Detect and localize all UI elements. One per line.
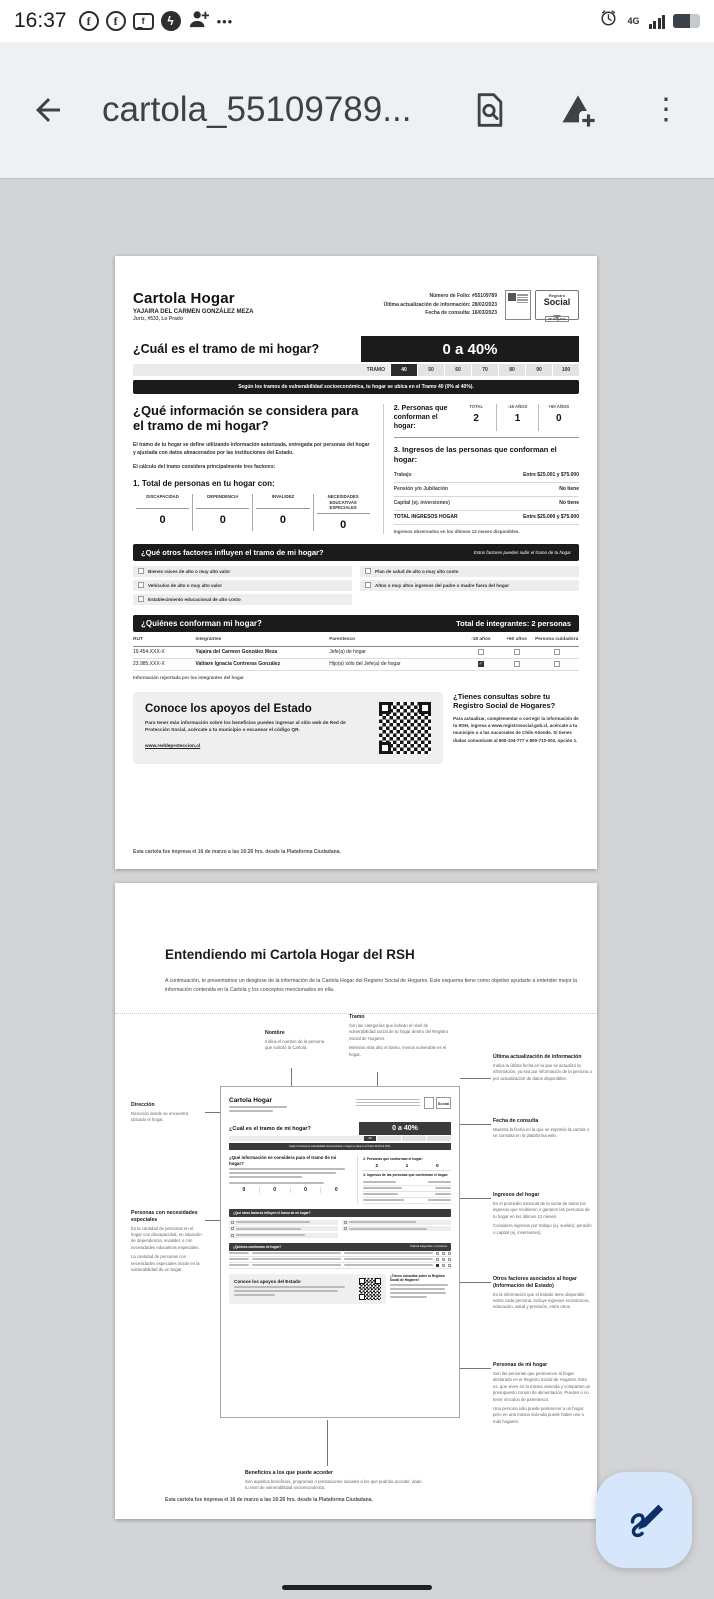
- messenger-lite-chat-icon: f: [133, 13, 154, 30]
- placeholder-bar: [349, 1228, 427, 1230]
- connector-line: [327, 1420, 328, 1466]
- state-supports-box: [133, 692, 443, 764]
- placeholder-bar: [349, 1221, 416, 1223]
- annotation-ingresos: [493, 1192, 593, 1239]
- annotation-title: Tramo: [349, 1014, 365, 1020]
- mini-questions-box: [390, 1274, 451, 1304]
- col-header: Persona cuidadora: [535, 636, 579, 642]
- signature-pen-icon: [621, 1497, 667, 1543]
- annotation-title: Nombre: [265, 1030, 285, 1036]
- annotation-body: Dirección donde se encuentra ubicado el hogar.: [131, 1110, 189, 1123]
- placeholder-bar: [229, 1106, 287, 1108]
- mini-stat: 0: [242, 1187, 246, 1193]
- tramo-scale-cell: 100: [553, 364, 579, 376]
- household-heading: 2. Personas que conforman el hogar:: [393, 405, 448, 431]
- member-row: [133, 659, 579, 671]
- placeholder-bar: [344, 1258, 433, 1260]
- annotation-title: Otros factores asociados al hogar (Información del Estado): [493, 1276, 577, 1289]
- mini-members-heading: ¿Quiénes conforman mi hogar?: [233, 1244, 282, 1249]
- factor-item: [133, 594, 352, 605]
- consult-date: Fecha de consulta: 16/03/2023: [425, 310, 497, 316]
- placeholder-bar: [229, 1110, 273, 1112]
- mini-household-values: [363, 1163, 451, 1171]
- annotation-body: Indica el nombre de la persona que solicitó la Cartola.: [265, 1038, 325, 1051]
- tramo-scale-cell: 50: [418, 364, 444, 376]
- connector-line: [460, 1078, 491, 1079]
- under18-checkbox: [478, 649, 484, 655]
- annotation-title: Personas con necesidades especiales: [131, 1210, 198, 1223]
- other-factors-note: Estos factores pueden subir el tramo de tu hogar: [473, 549, 571, 555]
- factor-label: Plan de salud de alto o muy alto costo: [375, 568, 459, 574]
- mini-social-badge: Social: [436, 1097, 451, 1109]
- tramo-scale: [133, 364, 579, 376]
- facebook-notification-icon: f: [79, 11, 99, 31]
- gesture-navigation-handle[interactable]: [282, 1585, 432, 1590]
- annotation-title: Beneficios a los que puede acceder: [245, 1470, 333, 1476]
- placeholder-bar: [252, 1258, 341, 1260]
- badge-line: Social: [543, 297, 571, 307]
- stat-label: DEPENDENCIA: [196, 494, 249, 509]
- battery-icon: [673, 14, 700, 28]
- annotation-title: Última actualización de información: [493, 1054, 582, 1060]
- supports-body: Para tener más información sobre los beneficios puedes ingresar al sitio web de Red de Protección Social, acércate a tu municipio o escanear el código QR.: [145, 720, 346, 734]
- other-factors-heading: ¿Qué otros factores influyen el tramo de mi hogar?: [141, 547, 324, 557]
- annotate-sign-fab[interactable]: [596, 1472, 692, 1568]
- mini-household-heading: 2. Personas que conforman el hogar:: [363, 1157, 423, 1161]
- red-proteccion-link[interactable]: www.reddeproteccion.cl: [145, 744, 201, 750]
- folio-number: Número de Folio: #55109789: [429, 293, 497, 299]
- last-update-date: Última actualización de información: 28/02/2023: [383, 301, 497, 308]
- other-factors-list: [133, 566, 579, 605]
- badge-line: de Hogares: [545, 316, 569, 322]
- mini-tramo-banner: Según los tramos de vulnerabilidad socioeconómica, tu hogar se ubica en el Tramo 40 (0% al 40%).: [229, 1143, 451, 1150]
- income-value: No tiene: [559, 486, 579, 493]
- income-label: Trabajo: [393, 472, 412, 479]
- overflow-menu-button[interactable]: ⋮: [651, 93, 681, 126]
- mini-supports-box: [229, 1274, 386, 1304]
- income-label: Capital (ej. inversiones): [393, 500, 450, 507]
- other-factors-banner: [133, 544, 579, 561]
- placeholder-bar: [344, 1252, 433, 1254]
- print-footer: Esta cartola fue impresa el 16 de marzo a las 16:26 hrs. desde la Plataforma Ciudadana.: [165, 1497, 373, 1503]
- annotation-body: Es la información que el Estado tiene disponible sobre cada persona. Incluye ingresos económicos, educación, salud y previsión, entre otros.: [493, 1291, 590, 1310]
- mini-scale-selected: 40: [364, 1136, 376, 1141]
- household-col-value: 1: [514, 413, 521, 424]
- network-type-label: 4G: [627, 15, 640, 26]
- member-row: [133, 647, 579, 659]
- stat-value: 0: [340, 518, 347, 531]
- mini-value: 2: [375, 1163, 378, 1169]
- col-header: Integrantes: [195, 637, 222, 643]
- clock: 16:37: [14, 9, 67, 32]
- factor-item: [360, 566, 579, 577]
- mini-tramo-scale: [229, 1136, 451, 1141]
- annotation-body: Mientras más alto el tramo, menos vulnerable es el hogar.: [349, 1045, 447, 1057]
- special-needs-stats: [133, 494, 373, 531]
- annotation-title: Dirección: [131, 1102, 155, 1108]
- annotation-title: Ingresos del hogar: [493, 1192, 540, 1198]
- page2-intro: A continuación, te presentamos un desglose de la información de la Cartola Hogar del Registro Social de Hogares. Este esquema tiene como objetivo ayudarte a entender mejor la información contenida en la Cartola y los conceptos mencionados en ella.: [165, 978, 578, 993]
- over60-checkbox: [514, 649, 520, 655]
- status-bar: [0, 0, 714, 42]
- factor-item: [133, 566, 352, 577]
- income-value: Entre $25.001 y $75.000: [523, 472, 579, 479]
- mini-folio-lines: [356, 1097, 420, 1114]
- placeholder-bar: [236, 1228, 301, 1230]
- factor1-heading: 1. Total de personas en tu hogar con:: [133, 479, 275, 489]
- mini-qr-code: [359, 1278, 381, 1300]
- print-footer: Esta cartola fue impresa el 16 de marzo a las 16:26 hrs. desde la Plataforma Ciudadana.: [133, 849, 341, 855]
- qr-code: [379, 702, 431, 754]
- annotation-otros-factores: [493, 1276, 593, 1314]
- messenger-icon: ϟ: [161, 11, 181, 31]
- factor-label: Vehículos de alto o muy alto valor: [148, 582, 223, 588]
- placeholder-bar: [234, 1290, 338, 1292]
- member-relation: Jefe(a) de hogar: [329, 649, 366, 656]
- income-note: Ingresos observados en los últimos 12 meses disponibles.: [393, 528, 520, 534]
- col-header: -18 años: [471, 637, 491, 643]
- facebook-notification-icon: f: [106, 11, 126, 31]
- placeholder-bar: [229, 1264, 249, 1266]
- factor-item: [360, 580, 579, 591]
- mini-info-heading: ¿Qué información se considera para el tramo de mi hogar?: [229, 1155, 337, 1166]
- household-summary: [394, 404, 579, 438]
- pdf-page-1: [115, 256, 597, 869]
- checkbox-unchecked: [138, 582, 144, 588]
- annotation-body: Muestra la fecha en la que se imprimió la cartola o se consulta en la plataforma web.: [493, 1126, 590, 1139]
- household-col-label: +60 AÑOS: [548, 404, 570, 409]
- annotation-body: Son las categorías que indican el nivel de vulnerabilidad social de tu hogar dentro del Registro Social de Hogares.: [349, 1022, 449, 1041]
- placeholder-bar: [363, 1199, 403, 1201]
- back-button[interactable]: [26, 88, 70, 132]
- members-table: [133, 637, 579, 671]
- placeholder-bar: [363, 1181, 396, 1183]
- placeholder-bar: [236, 1234, 305, 1236]
- tramo-scale-cell: 70: [472, 364, 498, 376]
- supports-heading: Conoce los apoyos del Estado: [145, 702, 312, 715]
- mini-cartola-title: Cartola Hogar: [229, 1097, 272, 1104]
- stat-value: 0: [159, 514, 166, 527]
- mini-gobierno-logo: [424, 1097, 434, 1109]
- household-col-label: -18 AÑOS: [507, 404, 528, 409]
- mini-members-banner: [229, 1243, 451, 1251]
- annotation-body: La cantidad de personas con necesidades especiales incide en la vulnerabilidad de un hogar.: [131, 1254, 200, 1273]
- document-title: cartola_55109789...: [102, 90, 412, 129]
- checkbox-unchecked: [365, 582, 371, 588]
- connector-line: [460, 1198, 491, 1199]
- tramo-scale-cell-selected: 40: [391, 364, 417, 376]
- factor-item: [133, 580, 352, 591]
- mini-questions-heading: ¿Tienes consultas sobre tu Registro Social de Hogares?: [389, 1273, 445, 1282]
- annotation-ultima-actualizacion: [493, 1054, 593, 1085]
- mini-factors-banner: [229, 1209, 451, 1217]
- find-in-document-button[interactable]: [468, 88, 512, 132]
- placeholder-bar: [428, 1181, 451, 1183]
- add-to-drive-button[interactable]: [556, 88, 600, 132]
- annotation-fecha-consulta: [493, 1118, 593, 1143]
- placeholder-bar: [435, 1193, 451, 1195]
- factor-label: Altos o muy altos ingresos del padre o madre fuera del hogar: [375, 582, 510, 588]
- tramo-scale-cell: 90: [526, 364, 552, 376]
- annotation-body: Son aquellos beneficios, programas o prestaciones sociales a los que podrías acceder, dado tu nivel de vulnerabilidad socioeconómica.: [245, 1478, 422, 1491]
- checkbox-unchecked: [365, 568, 371, 574]
- col-header: RUT: [133, 637, 143, 643]
- placeholder-bar: [229, 1252, 249, 1254]
- members-total: Total de integrantes: 2 personas: [456, 618, 571, 628]
- placeholder-bar: [344, 1264, 433, 1266]
- income-value: Entre $25.000 y $75.000: [523, 514, 579, 521]
- placeholder-bar: [229, 1172, 336, 1174]
- registro-social-de-hogares-logo: [535, 290, 579, 320]
- placeholder-bar: [229, 1258, 249, 1260]
- alarm-icon: [598, 8, 619, 34]
- income-value: No tiene: [559, 500, 579, 507]
- members-note: Información reportada por los integrantes del hogar: [133, 674, 245, 680]
- annotation-necesidades: [131, 1210, 203, 1277]
- caregiver-checkbox: [554, 661, 560, 667]
- annotation-beneficios: [245, 1470, 425, 1495]
- annotation-personas-hogar: [493, 1362, 593, 1428]
- mini-income-heading: 3. Ingresos de las personas que conforman el hogar:: [363, 1173, 449, 1178]
- income-row: [394, 469, 579, 483]
- annotation-tramo: [349, 1014, 453, 1061]
- placeholder-bar: [236, 1221, 310, 1223]
- mini-tramo-value: 0 a 40%: [359, 1122, 451, 1135]
- caregiver-checkbox: [554, 649, 560, 655]
- placeholder-bar: [363, 1187, 402, 1189]
- member-relation: Hijo(a) sólo del Jefe(a) de hogar: [329, 661, 401, 668]
- mini-table-row: [229, 1263, 451, 1269]
- tramo-scale-cell: 60: [445, 364, 471, 376]
- checkbox-unchecked: [138, 568, 144, 574]
- mini-value: 0: [436, 1163, 439, 1169]
- mini-stat: 0: [290, 1187, 321, 1193]
- connector-line: [460, 1368, 491, 1369]
- placeholder-bar: [252, 1264, 341, 1266]
- placeholder-bar: [234, 1294, 275, 1296]
- placeholder-bar: [363, 1193, 398, 1195]
- mini-cartola-preview: [220, 1086, 460, 1418]
- annotation-body: Es la cantidad de personas en el hogar con discapacidad, en situación de dependencia, invalidez o con necesidades educativas especiales.: [131, 1225, 202, 1250]
- placeholder-bar: [435, 1187, 451, 1189]
- holder-name: YAJAIRA DEL CARMEN GONZÁLEZ MEZA: [133, 309, 254, 315]
- mini-members-total: Total de integrantes: 2 personas: [410, 1245, 447, 1249]
- stat-label: DISCAPACIDAD: [136, 494, 189, 509]
- placeholder-bar: [428, 1199, 451, 1201]
- placeholder-bar: [356, 1102, 420, 1104]
- factor-label: Bienes raíces de alto o muy alto valor: [148, 568, 231, 574]
- page2-title: Entendiendo mi Cartola Hogar del RSH: [165, 947, 415, 962]
- members-heading: ¿Quiénes conforman mi hogar?: [141, 618, 262, 628]
- info-paragraph-1: El tramo de tu hogar se define utilizando información autorizada, entregada por personas del hogar y ajustada con datos almacenados por las instituciones del Estado.: [133, 441, 370, 456]
- under18-checkbox: ✓: [478, 660, 483, 667]
- cartola-header: [133, 290, 579, 322]
- tramo-scale-cell: 80: [499, 364, 525, 376]
- annotation-direccion: [131, 1102, 203, 1127]
- placeholder-bar: [390, 1292, 446, 1294]
- checkbox-unchecked: [138, 596, 144, 602]
- annotation-body: Considera ingresos por trabajo (ej. sueldo), pensión o capital (ej. inversiones).: [493, 1223, 592, 1235]
- placeholder-bar: [229, 1176, 302, 1178]
- member-name: Valtiare Ignacia Contreras González: [195, 661, 281, 668]
- household-col-value: 0: [556, 413, 562, 424]
- placeholder-bar: [390, 1284, 448, 1286]
- mini-supports-heading: Conoce los apoyos del Estado: [234, 1279, 301, 1285]
- mini-value: 1: [405, 1163, 409, 1169]
- info-section-heading: ¿Qué información se considera para el tramo de mi hogar?: [133, 403, 359, 433]
- questions-heading: ¿Tienes consultas sobre tu Registro Social de Hogares?: [453, 691, 556, 711]
- annotation-body: Es el promedio mensual de la suma de todos los ingresos que recibieron o ganaron las personas de tu hogar en los últimos 12 meses.: [493, 1200, 590, 1219]
- mini-factors-list: [229, 1220, 451, 1238]
- holder-address: Juriz, #533, Lo Prado: [133, 316, 184, 322]
- member-name: Yajaira del Carmen González Meza: [195, 649, 278, 656]
- explainer-diagram: [115, 1013, 597, 1499]
- placeholder-bar: [252, 1252, 341, 1254]
- app-bar: [0, 42, 714, 178]
- income-total-row: [394, 511, 579, 525]
- household-col-value: 2: [473, 413, 479, 424]
- annotation-body: Son las personas que pertenecen al hogar declarado en el Registro Social de Hogares. Esto es, que viven en la misma vivienda y comparten un presupuesto común de alimentación. Pueden o no tener vínculos de parentesco.: [493, 1370, 591, 1402]
- pdf-viewer-scroll-area[interactable]: [0, 178, 714, 1599]
- member-rut: 23.985.XXX-X: [133, 661, 165, 668]
- placeholder-bar: [356, 1105, 420, 1107]
- badge-line: Registro: [548, 293, 566, 298]
- tramo-banner: Según los tramos de vulnerabilidad socioeconómica, tu hogar se ubica en el Tramo 40 (0% al 40%).: [133, 380, 579, 394]
- tramo-value-box: 0 a 40%: [361, 336, 579, 362]
- income-label: TOTAL INGRESOS HOGAR: [393, 514, 458, 521]
- col-header: +60 años: [506, 637, 527, 643]
- person-add-icon: [188, 9, 210, 34]
- connector-line: [460, 1124, 491, 1125]
- cartola-title: Cartola Hogar: [133, 290, 235, 307]
- annotation-title: Fecha de consulta: [493, 1118, 539, 1124]
- tramo-scale-label: TRAMO: [133, 364, 390, 376]
- rsh-questions-box: [453, 692, 579, 764]
- col-header: Parentesco: [329, 637, 356, 643]
- stat-value: 0: [219, 514, 226, 527]
- mini-stat: 0: [320, 1187, 351, 1193]
- placeholder-bar: [390, 1296, 427, 1298]
- stat-label: INVALIDEZ: [256, 494, 309, 509]
- connector-line: [460, 1282, 491, 1283]
- income-row: [394, 497, 579, 511]
- placeholder-bar: [356, 1099, 420, 1101]
- income-row: [394, 483, 579, 497]
- placeholder-bar: [229, 1182, 324, 1184]
- household-col-label: TOTAL: [469, 404, 484, 409]
- over60-checkbox: [514, 661, 520, 667]
- signal-strength-icon: [649, 14, 666, 29]
- more-notifications-icon: •••: [216, 13, 234, 29]
- gobierno-de-chile-logo: [505, 290, 531, 320]
- income-label: Pensión y/o Jubilación: [393, 486, 448, 493]
- info-paragraph-2: El cálculo del tramo considera principalmente tres factores:: [133, 464, 276, 471]
- annotation-title: Personas de mi hogar: [493, 1362, 548, 1368]
- annotation-body: Una persona sólo puede pertenecer a un hogar, pero en una misma vivienda puede haber uno o más hogares.: [493, 1405, 585, 1424]
- stat-value: 0: [279, 514, 287, 527]
- placeholder-bar: [234, 1286, 345, 1288]
- factor-label: Establecimiento educacional de alto costo: [148, 596, 241, 602]
- mini-stats: [229, 1187, 351, 1193]
- mini-stat: 0: [259, 1187, 290, 1193]
- mini-factors-heading: ¿Qué otros factores influyen el tramo de mi hogar?: [233, 1210, 311, 1215]
- income-heading: 3. Ingresos de las personas que conforman el hogar:: [393, 445, 557, 465]
- member-rut: 19.454.XXX-X: [133, 649, 165, 656]
- members-table-header: [133, 637, 579, 647]
- tramo-question: ¿Cuál es el tramo de mi hogar?: [133, 342, 320, 356]
- mini-tramo-question: ¿Cuál es el tramo de mi hogar?: [229, 1125, 311, 1132]
- stat-label: NECESIDADES EDUCATIVAS ESPECIALES: [317, 494, 370, 514]
- placeholder-bar: [229, 1168, 345, 1170]
- annotation-body: Indica la última fecha en la que se actualizó la información, ya sea por información de la persona o por actualización de datos disponibles.: [493, 1062, 592, 1081]
- members-banner: [133, 615, 579, 632]
- questions-body: Para actualizar, complementar o corregir la información de tu RSH, ingresa a www.registrosocial.gob.cl, acércate a tu municipio o a las sucursales de Chile Atiende. Si tienes dudas comunícate al 800-104-777 o 800-710-002, opción 1.: [453, 716, 579, 743]
- placeholder-bar: [390, 1288, 445, 1290]
- pdf-page-2: [115, 883, 597, 1519]
- annotation-nombre: [265, 1030, 331, 1055]
